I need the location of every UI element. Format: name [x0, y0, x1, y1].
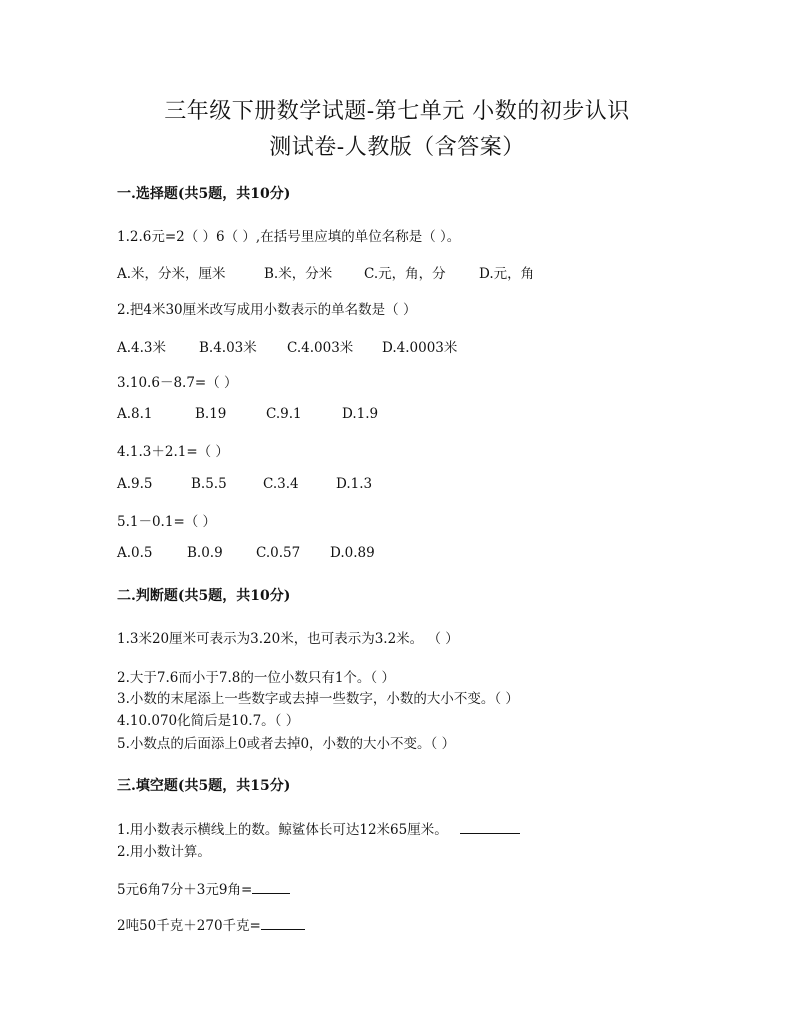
option-1-5-d: D.0.89 [330, 545, 375, 561]
question-1-5: 5.1－0.1=（ ） [117, 514, 217, 530]
option-1-4-d: D.1.3 [336, 476, 373, 492]
option-1-2-d: D.4.0003米 [382, 340, 458, 356]
judge-question-2: 2.大于7.6而小于7.8的一位小数只有1个。（ ） [117, 670, 395, 686]
fill-calc-1 [117, 878, 290, 898]
question-1-4: 4.1.3＋2.1=（ ） [117, 444, 229, 460]
option-1-1-b: B.米，分米 [264, 266, 333, 282]
title-line-2: 测试卷-人教版（含答案） [269, 135, 525, 160]
option-1-1-d: D.元，角 [479, 266, 535, 282]
option-1-4-a: A.9.5 [117, 476, 153, 492]
fill-calc-1-text: 5元6角7分＋3元9角= [117, 882, 253, 898]
option-1-5-b: B.0.9 [187, 545, 223, 561]
judge-question-4: 4.10.070化简后是10.7。（ ） [117, 713, 300, 729]
fill-calc-2 [117, 914, 305, 934]
option-1-4-b: B.5.5 [191, 476, 227, 492]
title-line-1: 三年级下册数学试题-第七单元 小数的初步认识 [164, 99, 630, 124]
option-1-3-d: D.1.9 [342, 406, 379, 422]
section-1-heading: 一.选择题(共5题，共10分) [117, 186, 291, 202]
option-1-3-a: A.8.1 [117, 406, 153, 422]
option-1-3-c: C.9.1 [266, 406, 302, 422]
option-1-5-c: C.0.57 [256, 545, 301, 561]
section-2-heading: 二.判断题(共5题，共10分) [117, 588, 291, 604]
question-1-2: 2.把4米30厘米改写成用小数表示的单名数是（ ） [117, 302, 417, 318]
option-1-2-a: A.4.3米 [117, 340, 167, 356]
judge-question-3: 3.小数的末尾添上一些数字或去掉一些数字，小数的大小不变。（ ） [117, 691, 519, 707]
answer-blank[interactable] [252, 881, 290, 894]
judge-question-5: 5.小数点的后面添上0或者去掉0，小数的大小不变。（ ） [117, 736, 456, 752]
option-1-3-b: B.19 [195, 406, 227, 422]
judge-question-1: 1.3米20厘米可表示为3.20米，也可表示为3.2米。 （ ） [117, 631, 459, 647]
fill-question-1 [117, 818, 520, 838]
question-1-3: 3.10.6－8.7=（ ） [117, 375, 238, 391]
fill-calc-2-text: 2吨50千克＋270千克= [117, 918, 261, 934]
option-1-5-a: A.0.5 [117, 545, 153, 561]
answer-blank[interactable] [460, 821, 520, 834]
option-1-2-b: B.4.03米 [199, 340, 257, 356]
option-1-4-c: C.3.4 [263, 476, 299, 492]
answer-blank[interactable] [261, 917, 305, 930]
question-1-1: 1.2.6元=2（ ）6（ ）,在括号里应填的单位名称是（ ）。 [117, 229, 461, 245]
section-3-heading: 三.填空题(共5题，共15分) [117, 778, 291, 794]
option-1-1-c: C.元，角，分 [364, 266, 446, 282]
fill-question-2: 2.用小数计算。 [117, 844, 211, 860]
fill-question-1-text: 1.用小数表示横线上的数。鲸鲨体长可达12米65厘米。 [117, 822, 448, 838]
option-1-1-a: A.米，分米，厘米 [117, 266, 226, 282]
option-1-2-c: C.4.003米 [287, 340, 354, 356]
